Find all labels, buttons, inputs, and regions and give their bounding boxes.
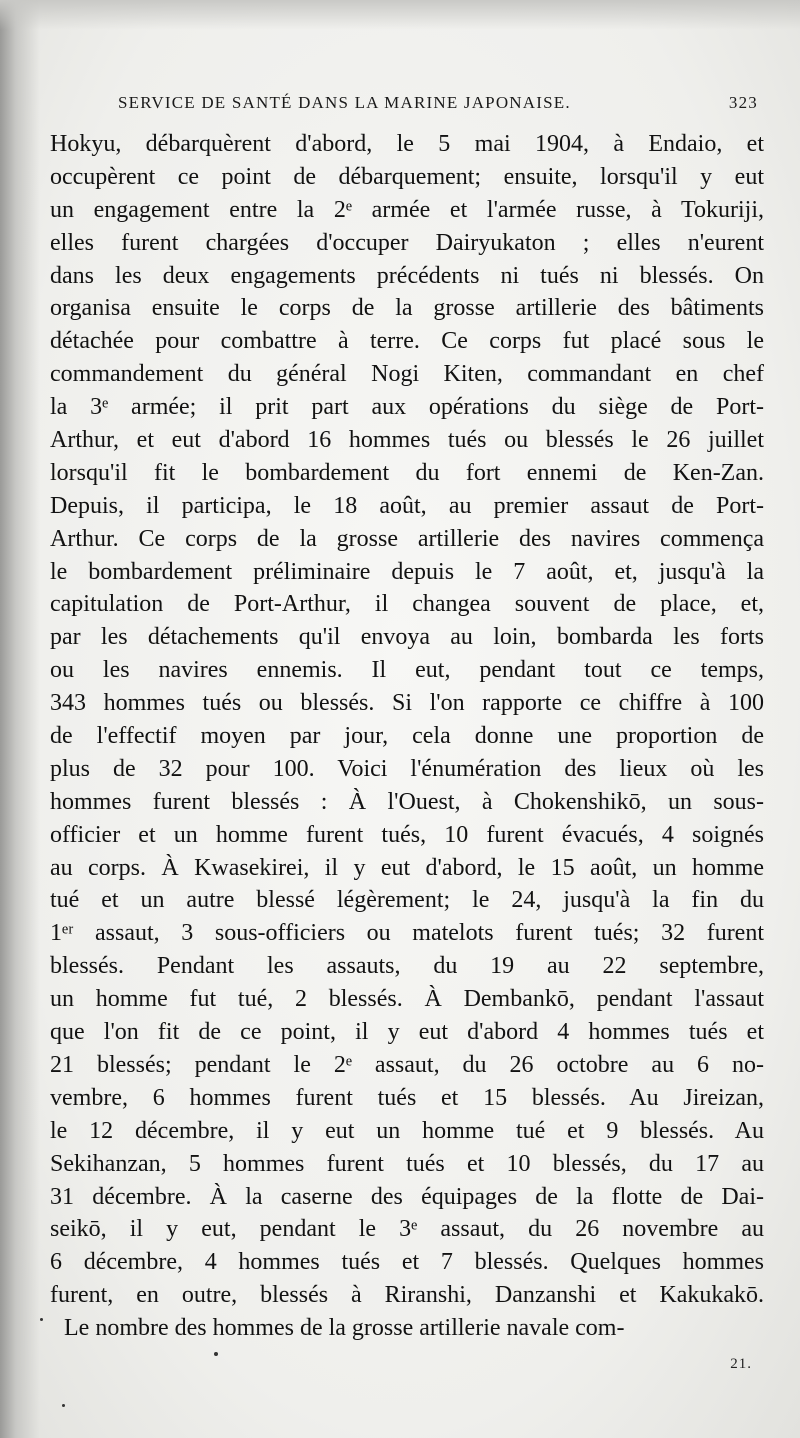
text-line: la 3ᵉ armée; il prit part aux opérations du siège de Port- (50, 394, 764, 421)
binding-shadow (0, 0, 40, 1438)
text-line: lorsqu'il fit le bombardement du fort ennemi de Ken-Zan. (50, 459, 764, 486)
text-line: de l'effectif moyen par jour, cela donne une proportion de (50, 723, 764, 750)
text-line: un homme fut tué, 2 blessés. À Dembankō, pendant l'assaut (50, 986, 764, 1013)
text-line: 1ᵉʳ assaut, 3 sous-officiers ou matelots furent tués; 32 furent (50, 920, 764, 947)
running-head (118, 93, 758, 119)
ink-speck (62, 1404, 65, 1407)
text-line: 21 blessés; pendant le 2ᵉ assaut, du 26 octobre au 6 no- (50, 1051, 764, 1078)
text-line: furent, en outre, blessés à Riranshi, Danzanshi et Kakukakō. (50, 1282, 764, 1309)
text-line: le bombardement préliminaire depuis le 7 août, et, jusqu'à la (50, 558, 764, 585)
text-line: Depuis, il participa, le 18 août, au premier assaut de Port- (50, 492, 764, 519)
text-line: organisa ensuite le corps de la grosse artillerie des bâtiments (50, 295, 764, 322)
text-line: Arthur. Ce corps de la grosse artillerie des navires commença (50, 525, 764, 552)
running-title: SERVICE DE SANTÉ DANS LA MARINE JAPONAISE. (118, 93, 571, 112)
text-line: dans les deux engagements précédents ni tués ni blessés. On (50, 262, 764, 289)
signature-mark: 21. (730, 1356, 752, 1372)
text-line: Arthur, et eut d'abord 16 hommes tués ou blessés le 26 juillet (50, 427, 764, 454)
text-line: vembre, 6 hommes furent tués et 15 blessés. Au Jireizan, (50, 1084, 764, 1111)
text-line: 6 décembre, 4 hommes tués et 7 blessés. Quelques hommes (50, 1249, 764, 1276)
ink-speck (40, 1318, 43, 1321)
text-line: que l'on fit de ce point, il y eut d'abord 4 hommes tués et (50, 1019, 764, 1046)
text-line: 343 hommes tués ou blessés. Si l'on rapporte ce chiffre à 100 (50, 690, 764, 717)
text-line: le 12 décembre, il y eut un homme tué et 9 blessés. Au (50, 1117, 764, 1144)
text-line: par les détachements qu'il envoya au loin, bombarda les forts (50, 624, 764, 651)
body-text (50, 128, 764, 1345)
text-line: Sekihanzan, 5 hommes furent tués et 10 blessés, du 17 au (50, 1150, 764, 1177)
text-line: au corps. À Kwasekirei, il y eut d'abord, le 15 août, un homme (50, 854, 764, 881)
text-line: Le nombre des hommes de la grosse artillerie navale com- (64, 1315, 625, 1342)
top-edge-shadow (0, 0, 800, 30)
text-line: officier et un homme furent tués, 10 furent évacués, 4 soignés (50, 821, 764, 848)
text-line: hommes furent blessés : À l'Ouest, à Chokenshikō, un sous- (50, 788, 764, 815)
text-line: blessés. Pendant les assauts, du 19 au 22 septembre, (50, 953, 764, 980)
text-line: seikō, il y eut, pendant le 3ᵉ assaut, du 26 novembre au (50, 1216, 764, 1243)
ink-speck (214, 1352, 218, 1356)
text-line: occupèrent ce point de débarquement; ensuite, lorsqu'il y eut (50, 163, 764, 190)
text-line: Hokyu, débarquèrent d'abord, le 5 mai 1904, à Endaio, et (50, 131, 764, 157)
text-line: plus de 32 pour 100. Voici l'énumération des lieux où les (50, 755, 764, 782)
text-line: commandement du général Nogi Kiten, commandant en chef (50, 361, 764, 388)
text-line: détachée pour combattre à terre. Ce corps fut placé sous le (50, 328, 764, 355)
text-line: elles furent chargées d'occuper Dairyukaton ; elles n'eurent (50, 229, 764, 256)
text-line: 31 décembre. À la caserne des équipages de la flotte de Dai- (50, 1183, 764, 1210)
text-line: tué et un autre blessé légèrement; le 24, jusqu'à la fin du (50, 887, 764, 914)
text-line: ou les navires ennemis. Il eut, pendant tout ce temps, (50, 657, 764, 684)
text-line: un engagement entre la 2ᵉ armée et l'armée russe, à Tokuriji, (50, 196, 764, 223)
text-line: capitulation de Port-Arthur, il changea souvent de place, et, (50, 591, 764, 618)
page-number: 323 (728, 93, 758, 112)
